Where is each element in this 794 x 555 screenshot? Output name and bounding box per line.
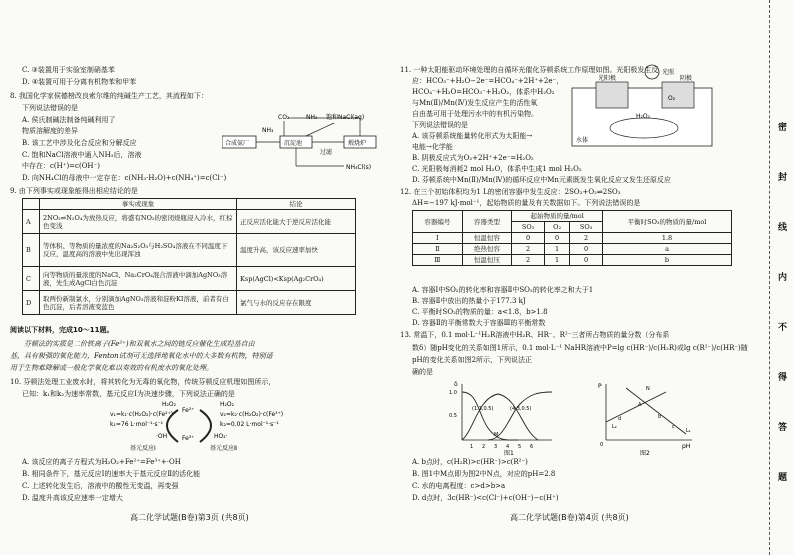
anode-label: 光阳极 bbox=[598, 75, 617, 82]
option-8a: A. 侯氏制碱法制备纯碱利用了 bbox=[22, 116, 116, 124]
option-13b: B. 图1中M点即为图2中N点，对应的pH=2.8 bbox=[412, 470, 556, 478]
page-footer: 高二化学试题(B卷)第4页 (共8页) bbox=[510, 513, 629, 522]
soda-process-flow-diagram bbox=[222, 110, 382, 180]
line-l2-label: L₂ bbox=[612, 424, 617, 430]
table-row bbox=[23, 234, 356, 267]
seal-char: 内 bbox=[778, 273, 788, 283]
x-axis-label: pH bbox=[682, 443, 691, 450]
co2-label: CO₂ bbox=[278, 114, 290, 121]
table-cell: C bbox=[23, 267, 40, 291]
ammonia-plant-label: 合成氨厂 bbox=[225, 140, 250, 147]
option-11a-cont: 电能→化学能 bbox=[412, 143, 453, 151]
option-line: D. ④装置可用于分离有机物苯和甲苯 bbox=[22, 78, 137, 86]
seal-char: 封 bbox=[778, 173, 788, 183]
option-8a-cont: 物质溶解度的差异 bbox=[22, 127, 78, 135]
cathode-label: 阴极 bbox=[680, 75, 693, 82]
ho2-label: HO₂· bbox=[214, 433, 228, 440]
table-header-cell: 起始物质的量/mol bbox=[512, 211, 603, 222]
table-row bbox=[413, 233, 732, 244]
point-a-label: A bbox=[638, 402, 642, 408]
option-8d: D. 向NH₄Cl的母液中一定存在：c(NH₃·H₂O)+c(NH₄⁺)=c(Cl⁻) bbox=[22, 174, 227, 182]
table-cell: A bbox=[23, 210, 40, 234]
table-cell: 正反应活化能大于逆反应活化能 bbox=[237, 210, 356, 234]
option-11b: B. 阴极反应式为O₂+2H⁺+2e⁻=H₂O₂ bbox=[412, 154, 534, 162]
table-cell: 恒温恒容 bbox=[462, 233, 512, 244]
water-label: 水体 bbox=[576, 137, 589, 144]
fig1-caption: 图1 bbox=[504, 450, 514, 456]
point-label: (4.3,0.5) bbox=[510, 406, 532, 412]
option-12a: A. 容器Ⅰ中SO₂的转化率和容器Ⅱ中SO₂的转化率之和大于1 bbox=[412, 286, 594, 294]
table-cell: 0 bbox=[545, 233, 570, 244]
table-cell: Ⅰ bbox=[413, 233, 463, 244]
y-tick-label: 0.5 bbox=[449, 413, 457, 419]
table-cell: 取两份新制氯水，分别滴加AgNO₃溶液和淀粉KI溶液，前者有白色沉淀，后者溶液变蓝色 bbox=[40, 291, 237, 315]
table-row bbox=[413, 244, 732, 255]
table-cell: Ⅱ bbox=[413, 244, 463, 255]
table-cell: 2 bbox=[512, 255, 545, 266]
option-11c: C. 光阳极每消耗2 mol H₂O，体系中生成1 mol H₂O₂ bbox=[412, 165, 582, 173]
o2-label: O₂ bbox=[668, 95, 676, 102]
question-11-stem: 与Mn(Ⅱ)/Mn(Ⅳ)发生反应产生的活性氧 bbox=[412, 99, 538, 107]
question-13-stem: pH的变化关系如图2所示，下列说法正 bbox=[412, 356, 533, 364]
option-12b: B. 容器Ⅱ中放出的热量小于177.3 kJ bbox=[412, 297, 526, 305]
h2o2-label: H₂O₂ bbox=[220, 401, 235, 408]
line-l2 bbox=[626, 388, 686, 434]
point-m-label: M bbox=[494, 432, 499, 438]
seal-char: 密 bbox=[778, 123, 788, 133]
nh4cl-label: NH₄Cl(s) bbox=[346, 164, 372, 171]
x-tick-label: 4 bbox=[506, 444, 510, 450]
fe2-label: Fe²⁺ bbox=[182, 407, 195, 414]
x-tick-label: 6 bbox=[530, 444, 534, 450]
question-11-prompt: 下列说法错误的是 bbox=[412, 121, 468, 129]
question-12-stem: 12. 在三个初始体积均为1 L的密闭容器中发生反应：2SO₂+O₂⇌2SO₃ bbox=[400, 188, 621, 196]
table-cell: 氯气与水的反应存在限度 bbox=[237, 291, 356, 315]
table-cell: 1.8 bbox=[603, 233, 732, 244]
cathode-plate bbox=[662, 82, 694, 108]
option-11d: D. 芬顿系统中Mn(Ⅱ)/Mn(Ⅳ)的循环反应中Mn元素既发生氧化反应又发生还原反应 bbox=[412, 176, 671, 184]
photoanode-plate bbox=[596, 82, 628, 108]
curve-h2r bbox=[462, 392, 518, 440]
origin-label: 0 bbox=[600, 442, 604, 448]
point-d-label: d bbox=[618, 416, 622, 422]
page-footer: 高二化学试题(B卷)第3页 (共8页) bbox=[130, 513, 249, 522]
cycle-arrow-right bbox=[200, 410, 211, 442]
nh3-label: NH₃ bbox=[262, 127, 274, 134]
question-9-table bbox=[22, 198, 356, 315]
table-header-cell: 平衡时SO₃的物质的量/mol bbox=[603, 211, 732, 233]
table-cell: a bbox=[603, 244, 732, 255]
option-10c: C. 上述转化发生后，溶液中的酸性无变温，再变强 bbox=[22, 482, 179, 490]
table-cell: 等体积、等物质的量浓度的Na₂S₂O₃与H₂SO₄溶液在不同温度下反应，温度高的溶液中先出现浑浊 bbox=[40, 234, 237, 267]
hydroxyl-label: ·OH bbox=[156, 433, 168, 440]
left-page bbox=[0, 0, 392, 555]
table-row bbox=[413, 255, 732, 266]
option-13d: D. d点时，3c(HR⁻)<c(Cl⁻)+c(OH⁻)−c(H⁺) bbox=[412, 494, 559, 502]
light-label: 光照 bbox=[662, 69, 675, 76]
question-11-stem: HCO₄⁻+H₂O=HCO₃⁻+H₂O₂，体系中H₂O₂ bbox=[412, 88, 555, 96]
seal-char: 得 bbox=[778, 373, 788, 383]
option-10b: B. 相同条件下，基元反应Ⅰ的速率大于基元反应Ⅱ的活化能 bbox=[22, 470, 201, 478]
table-cell: 0 bbox=[570, 255, 603, 266]
material-paragraph: 用于生物难降解或一般化学氧化难以奏效的有机废水的氧化处理。 bbox=[10, 364, 213, 372]
fig2-caption: 图2 bbox=[640, 450, 650, 456]
seal-char: 答 bbox=[778, 423, 788, 433]
nh3-label: NH₃ bbox=[306, 114, 318, 121]
table-header-cell: SO₂ bbox=[512, 222, 545, 233]
question-13-stem: 13. 常温下，0.1 mol·L⁻¹H₂R溶液中H₂R、HR⁻、R²⁻三者所占物质的量分数（分布系 bbox=[400, 331, 670, 339]
table-row bbox=[23, 291, 356, 315]
question-8-stem: 8. 我国化学家侯德榜改良索尔维的纯碱生产工艺，其流程如下： bbox=[10, 92, 208, 100]
rate-constant-1: k₁=76 L·mol⁻¹·s⁻¹ bbox=[110, 421, 164, 428]
rate-equation-2: v₂=k₂·c(H₂O₂)·c(Fe³⁺) bbox=[220, 411, 284, 418]
x-tick-label: 2 bbox=[482, 444, 486, 450]
option-11a: A. 该芬顿系统能量转化形式为太阳能→ bbox=[412, 132, 533, 140]
x-tick-label: 1 bbox=[470, 444, 474, 450]
y-axis-label: P bbox=[598, 383, 602, 390]
h2o2-label: H₂O₂ bbox=[636, 113, 651, 120]
curve-hr bbox=[462, 394, 538, 440]
question-9-stem: 9. 由下列事实或现象能得出相应结论的是 bbox=[10, 187, 138, 195]
reading-intro: 阅读以下材料，完成10～11题。 bbox=[10, 326, 114, 334]
option-8c-cont: 中存在：c(H⁺)=c(OH⁻) bbox=[22, 162, 100, 170]
seal-line-sidebar bbox=[769, 0, 794, 555]
option-12c: C. 平衡时SO₂的物质的量：a<1.8，b>1.8 bbox=[412, 308, 548, 316]
table-header-cell: 事实或现象 bbox=[40, 199, 237, 210]
reaction-2-label: 基元反应Ⅱ bbox=[210, 445, 237, 452]
x-tick-label: 3 bbox=[494, 444, 498, 450]
point-c-label: c bbox=[672, 424, 675, 430]
distribution-chart-fig1 bbox=[448, 378, 558, 456]
table-row bbox=[23, 267, 356, 291]
option-8c: C. 饱和NaCl溶液中通入NH₃后，溶液 bbox=[22, 151, 142, 159]
option-13a: A. b点时，c(H₂R)>c(HR⁻)>c(R²⁻) bbox=[412, 458, 528, 466]
table-cell: Ksp(AgCl)<Ksp(Ag₂CrO₄) bbox=[237, 267, 356, 291]
table-cell: 2 bbox=[570, 233, 603, 244]
rate-constant-2: k₂=0.02 L·mol⁻¹·s⁻¹ bbox=[220, 421, 279, 428]
table-cell: D bbox=[23, 291, 40, 315]
table-row bbox=[23, 210, 356, 234]
table-cell: 2NO₂⇌N₂O₄为放热反应，将盛有NO₂的密闭烧瓶浸入冷水，红棕色变浅 bbox=[40, 210, 237, 234]
seal-char: 不 bbox=[778, 323, 788, 333]
question-11-stem: 11. 一种太阳能驱动环境处理的自循环光催化芬顿系统工作原理如图。光阳极发生反 bbox=[400, 66, 659, 74]
table-cell: Ⅲ bbox=[413, 255, 463, 266]
question-8-prompt: 下列说法错误的是 bbox=[22, 104, 78, 112]
rate-equation-1: v₁=k₁·c(H₂O₂)·c(Fe²⁺) bbox=[110, 411, 174, 418]
tank-label: 沉淀池 bbox=[284, 140, 303, 147]
option-10a: A. 该反应的离子方程式为H₂O₂+Fe²⁺=Fe³⁺+·OH bbox=[22, 458, 181, 466]
option-line: C. ③装置用于实验室制硝基苯 bbox=[22, 66, 115, 74]
question-11-stem: 自由基可用于处理污水中的有机污染物。 bbox=[412, 110, 538, 118]
table-cell: 向等物质的量浓度的NaCl、Na₂CrO₄混合溶液中滴加AgNO₃溶液，先生成AgCl白色沉淀 bbox=[40, 267, 237, 291]
calciner-label: 煅烧炉 bbox=[348, 140, 367, 147]
table-cell: 恒温恒压 bbox=[462, 255, 512, 266]
y-tick-label: 1.0 bbox=[449, 390, 457, 396]
table-cell: 绝热恒容 bbox=[462, 244, 512, 255]
seal-char: 题 bbox=[778, 473, 788, 483]
photocatalytic-cell-diagram bbox=[570, 62, 720, 152]
material-paragraph: 芬顿法的实质是二价铁离子(Fe²⁺)和双氧水之间的链反应催化生成羟基自由 bbox=[10, 340, 255, 348]
option-10d: D. 温度升高该反应速率一定增大 bbox=[22, 494, 123, 502]
table-cell: b bbox=[603, 255, 732, 266]
nacl-label: 饱和NaCl(aq) bbox=[326, 114, 365, 121]
seal-char: 线 bbox=[778, 223, 788, 233]
question-13-stem: 数δ）随pH变化的关系如图1所示，0.1 mol·L⁻¹ NaHR溶液中P=lg c(HR⁻)/c(H₂R)或lg c(R²⁻)/c(HR⁻)随 bbox=[412, 344, 748, 352]
sun-icon bbox=[645, 65, 659, 79]
question-12-stem: ΔH=−197 kJ·mol⁻¹，起始物质的量及有关数据如下。下列说法错误的是 bbox=[412, 199, 641, 207]
table-header-cell: SO₃ bbox=[570, 222, 603, 233]
table-header-cell: 容器类型 bbox=[462, 211, 512, 233]
question-11-stem: 应：HCO₃⁻+H₂O−2e⁻=HCO₄⁻+2H⁺+2e⁻， bbox=[412, 77, 564, 85]
right-page bbox=[400, 0, 770, 555]
flow-arrow bbox=[306, 123, 334, 136]
h2o2-label: H₂O₂ bbox=[162, 401, 177, 408]
option-12d: D. 容器Ⅱ的平衡常数大于容器Ⅲ的平衡常数 bbox=[412, 319, 546, 327]
table-cell: B bbox=[23, 234, 40, 267]
fe3-label: Fe³⁺ bbox=[182, 435, 195, 442]
point-b-label: b bbox=[658, 414, 662, 420]
question-13-stem: 确的是 bbox=[412, 368, 433, 376]
question-10-stem: 已知：k₁和k₂为速率常数，基元反应I为决速步骤，下列说法正确的是 bbox=[22, 390, 235, 398]
table-header-row bbox=[413, 211, 732, 222]
question-10-stem: 10. 芬顿法处理工业废水时，将其转化为无毒的氧化物，传统芬顿反应机理如图所示， bbox=[10, 378, 276, 386]
filter-label: 过滤 bbox=[320, 149, 333, 156]
point-label: (1.3,0.5) bbox=[472, 406, 494, 412]
table-cell: 0 bbox=[570, 244, 603, 255]
material-paragraph: 基，具有极强的氧化能力，Fenton试剂可无选择地氧化水中的大多数有机物，特别适 bbox=[10, 352, 273, 360]
line-l1 bbox=[606, 392, 666, 422]
table-cell: 0 bbox=[512, 233, 545, 244]
table-header-cell: O₂ bbox=[545, 222, 570, 233]
fenton-mechanism-diagram bbox=[70, 398, 320, 456]
table-cell: 温度升高，该反应速率加快 bbox=[237, 234, 356, 267]
y-axis-label: δ bbox=[454, 381, 458, 388]
p-ph-chart-fig2 bbox=[596, 378, 696, 456]
table-cell: 1 bbox=[545, 244, 570, 255]
option-13c: C. 水的电离程度：c>d>b>a bbox=[412, 482, 506, 490]
x-tick-label: 5 bbox=[518, 444, 522, 450]
table-cell: 2 bbox=[512, 244, 545, 255]
reaction-1-label: 基元反应Ⅰ bbox=[130, 445, 156, 452]
question-12-table bbox=[412, 210, 732, 266]
table-header-row bbox=[23, 199, 356, 210]
line-l1-label: L₁ bbox=[686, 428, 691, 434]
point-n-label: N bbox=[646, 386, 650, 392]
table-header-cell: 容器编号 bbox=[413, 211, 463, 233]
table-cell: 1 bbox=[545, 255, 570, 266]
option-8b: B. 该工艺中涉及化合反应和分解反应 bbox=[22, 139, 137, 147]
table-header-cell: 结论 bbox=[237, 199, 356, 210]
